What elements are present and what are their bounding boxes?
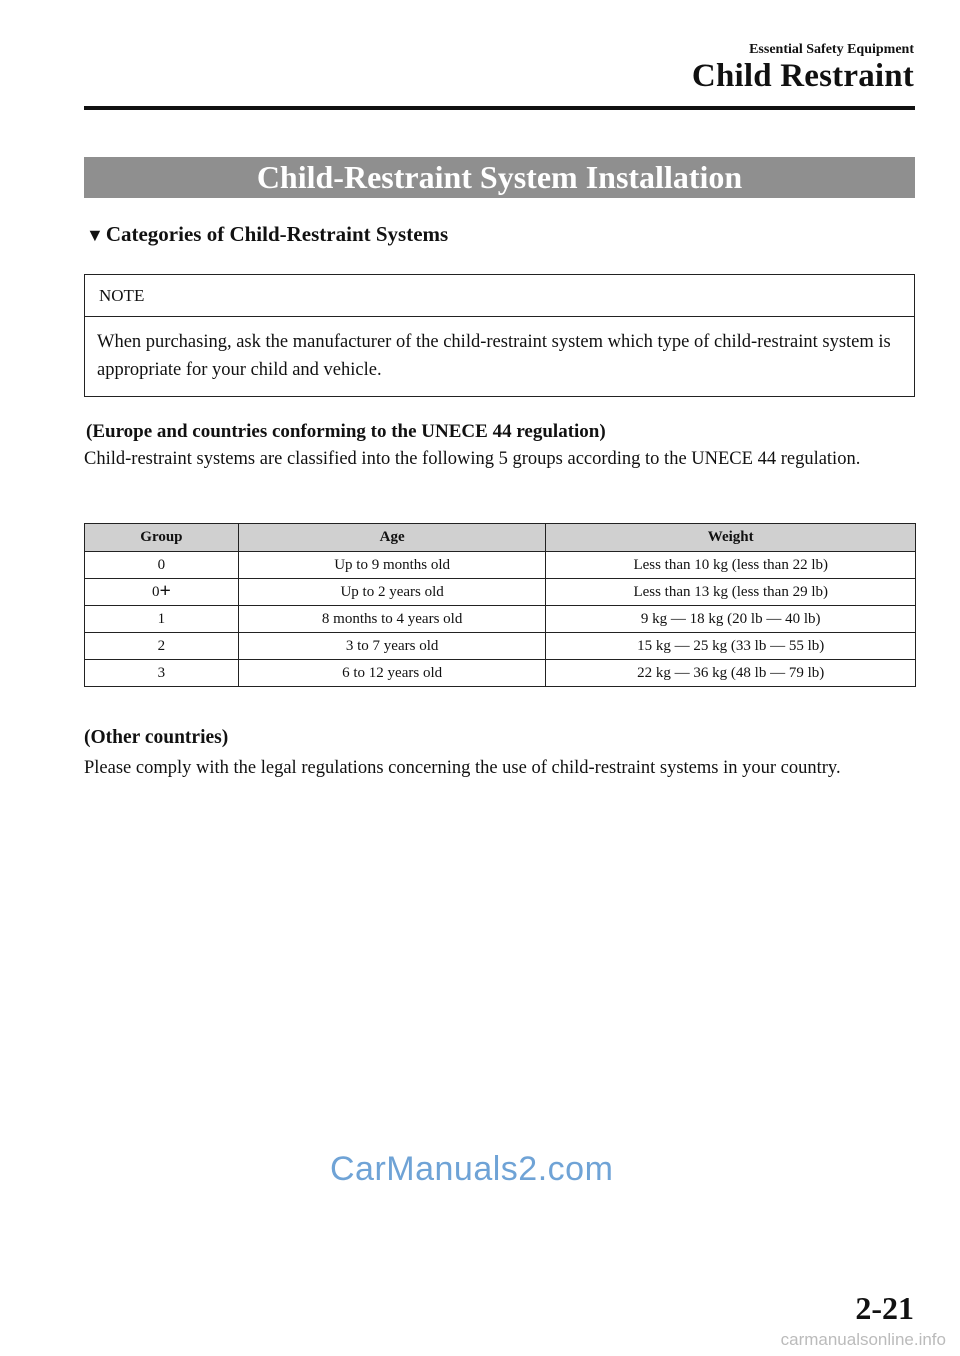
cell-group: 2 [85, 633, 239, 660]
table-row [85, 633, 916, 660]
triangle-down-icon: ▼ [86, 225, 104, 245]
subheading-text: Categories of Child-Restraint Systems [105, 222, 449, 246]
table-header-row [85, 524, 916, 552]
cell-age: Up to 2 years old [238, 579, 546, 606]
footer-site-label: carmanualsonline.info [780, 1330, 946, 1349]
note-text: When purchasing, ask the manufacturer of the child-restraint system which type of child-restraint system is appropriate for your child and vehicle. [97, 332, 891, 380]
europe-heading: (Europe and countries conforming to the UNECE 44 regulation) [86, 421, 606, 442]
cell-weight: 15 kg — 25 kg (33 lb — 55 lb) [546, 633, 916, 660]
table-row [85, 552, 916, 579]
header-section-label: Essential Safety Equipment [749, 42, 914, 57]
subheading [86, 222, 448, 247]
other-countries-paragraph: Please comply with the legal regulations concerning the use of child-restraint systems in your country. [84, 758, 841, 778]
section-title-bar: Child-Restraint System Installation [84, 157, 915, 198]
cell-weight: 22 kg — 36 kg (48 lb — 79 lb) [546, 660, 916, 687]
cell-group: 3 [85, 660, 239, 687]
cell-weight: Less than 10 kg (less than 22 lb) [546, 552, 916, 579]
cell-group: 1 [85, 606, 239, 633]
table-row [85, 660, 916, 687]
cell-age: 3 to 7 years old [238, 633, 546, 660]
cell-weight: Less than 13 kg (less than 29 lb) [546, 579, 916, 606]
note-box [84, 274, 915, 397]
europe-paragraph: Child-restraint systems are classified into the following 5 groups according to the UNECE 44 regulation. [84, 449, 861, 469]
cell-age: Up to 9 months old [238, 552, 546, 579]
cell-weight: 9 kg — 18 kg (20 lb — 40 lb) [546, 606, 916, 633]
table-row [85, 579, 916, 606]
other-countries-heading: (Other countries) [84, 727, 229, 748]
watermark-logo: CarManuals2.com [330, 1150, 614, 1188]
groups-table [84, 523, 916, 687]
column-header-age: Age [238, 524, 546, 552]
cell-age: 8 months to 4 years old [238, 606, 546, 633]
cell-group-value: 0 [151, 583, 160, 600]
plus-icon: + [159, 579, 171, 602]
cell-group: 0 [85, 552, 239, 579]
cell-age: 6 to 12 years old [238, 660, 546, 687]
page-title: Child Restraint [691, 58, 914, 94]
header-divider [84, 106, 915, 110]
note-label: NOTE [85, 275, 914, 317]
table-row [85, 606, 916, 633]
page-number: 2-21 [855, 1290, 914, 1326]
column-header-weight: Weight [546, 524, 916, 552]
column-header-group: Group [85, 524, 239, 552]
cell-group [85, 579, 239, 606]
